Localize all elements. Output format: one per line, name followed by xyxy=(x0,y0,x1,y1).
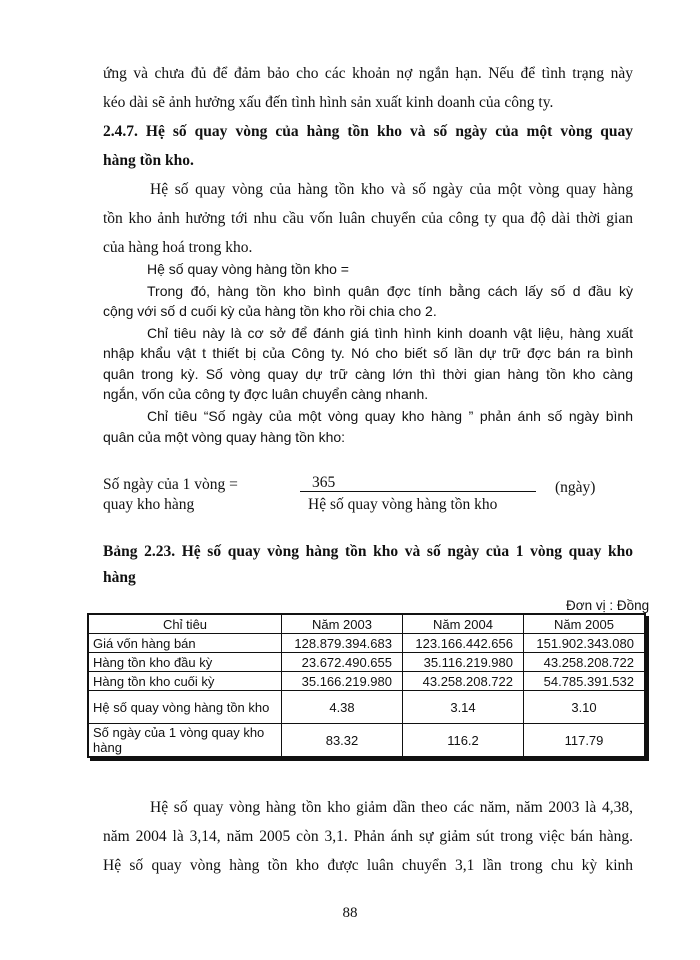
row-label: Hệ số quay vòng hàng tồn kho xyxy=(89,691,282,724)
table-row xyxy=(89,653,645,672)
paragraph3-line-3: quân trong kỳ. Số vòng quay dự trữ càng lớn thì thời gian hàng tồn kho càng xyxy=(103,366,633,382)
cell-2004: 3.14 xyxy=(403,691,524,724)
paragraph2-line-2: cộng với số d cuối kỳ của hàng tồn kho rồi chia cho 2. xyxy=(103,303,437,319)
cell-2003: 4.38 xyxy=(282,691,403,724)
paragraph3-line-2: nhập khẩu vật t thiết bị của Công ty. Nó cho biết số lần dự trữ đợc bán ra bình xyxy=(103,345,633,361)
cell-2005: 117.79 xyxy=(524,724,645,757)
section-heading-line-1: 2.4.7. Hệ số quay vòng của hàng tồn kho và số ngày của một vòng quay xyxy=(103,123,633,140)
paragraph3-line-1: Chỉ tiêu này là cơ sở để đánh giá tình hình kinh doanh vật liệu, hàng xuất xyxy=(147,325,633,341)
paragraph4-line-1: Chỉ tiêu “Số ngày của một vòng quay kho hàng ” phản ánh số ngày bình xyxy=(147,408,633,424)
paragraph3-line-4: ngắn, vốn của công ty đợc luân chuyển càng nhanh. xyxy=(103,386,429,402)
cell-2003: 23.672.490.655 xyxy=(282,653,403,672)
formula2-denominator: Hệ số quay vòng hàng tồn kho xyxy=(308,496,498,513)
table-caption-line-2: hàng xyxy=(103,569,136,586)
cell-2004: 123.166.442.656 xyxy=(403,634,524,653)
fraction-bar xyxy=(300,491,536,492)
table-row xyxy=(89,724,645,757)
table-unit: Đơn vị : Đồng xyxy=(566,598,650,613)
formula2-unit: (ngày) xyxy=(555,479,596,496)
intro-line-2: kéo dài sẽ ảnh hưởng xấu đến tình hình sản xuất kinh doanh của công ty. xyxy=(103,94,554,111)
conclusion-line-3: Hệ số quay vòng hàng tồn kho được luân chuyển 3,1 lần trong chu kỳ kinh xyxy=(103,857,633,874)
formula2-left-line-2: quay kho hàng xyxy=(103,496,195,513)
row-label: Số ngày của 1 vòng quay kho hàng xyxy=(89,724,282,757)
data-table xyxy=(87,613,646,758)
table-row xyxy=(89,672,645,691)
conclusion-line-1: Hệ số quay vòng hàng tồn kho giảm dần theo các năm, năm 2003 là 4,38, xyxy=(150,799,633,816)
table-row xyxy=(89,691,645,724)
conclusion-line-2: năm 2004 là 3,14, năm 2005 còn 3,1. Phản ánh sự giảm sút trong việc bán hàng. xyxy=(103,828,633,845)
paragraph1-line-3: của hàng hoá trong kho. xyxy=(103,239,253,256)
cell-2003: 128.879.394.683 xyxy=(282,634,403,653)
table-header-row xyxy=(89,615,645,634)
section-heading-line-2: hàng tồn kho. xyxy=(103,152,194,169)
paragraph1-line-2: tồn kho ảnh hưởng tới nhu cầu vốn luân chuyển của công ty qua độ dài thời gian xyxy=(103,210,633,227)
cell-2003: 35.166.219.980 xyxy=(282,672,403,691)
paragraph2-line-1: Trong đó, hàng tồn kho bình quân đợc tính bằng cách lấy số d đầu kỳ xyxy=(147,283,633,299)
header-indicator: Chỉ tiêu xyxy=(89,615,282,634)
header-2004: Năm 2004 xyxy=(403,615,524,634)
cell-2004: 116.2 xyxy=(403,724,524,757)
cell-2004: 43.258.208.722 xyxy=(403,672,524,691)
formula1-label: Hệ số quay vòng hàng tồn kho = xyxy=(147,261,349,277)
row-label: Hàng tồn kho cuối kỳ xyxy=(89,672,282,691)
cell-2005: 151.902.343.080 xyxy=(524,634,645,653)
header-2003: Năm 2003 xyxy=(282,615,403,634)
header-2005: Năm 2005 xyxy=(524,615,645,634)
cell-2003: 83.32 xyxy=(282,724,403,757)
cell-2004: 35.116.219.980 xyxy=(403,653,524,672)
row-label: Giá vốn hàng bán xyxy=(89,634,282,653)
table-caption-line-1: Bảng 2.23. Hệ số quay vòng hàng tồn kho và số ngày của 1 vòng quay kho xyxy=(103,543,633,560)
cell-2005: 54.785.391.532 xyxy=(524,672,645,691)
cell-2005: 43.258.208.722 xyxy=(524,653,645,672)
formula2-left-line-1: Số ngày của 1 vòng = xyxy=(103,476,238,493)
paragraph1-line-1: Hệ số quay vòng của hàng tồn kho và số ngày của một vòng quay hàng xyxy=(150,181,633,198)
row-label: Hàng tồn kho đầu kỳ xyxy=(89,653,282,672)
table-row xyxy=(89,634,645,653)
cell-2005: 3.10 xyxy=(524,691,645,724)
paragraph4-line-2: quân của một vòng quay hàng tồn kho: xyxy=(103,429,346,445)
formula2-numerator: 365 xyxy=(312,474,336,491)
intro-line-1: ứng và chưa đủ để đảm bảo cho các khoản nợ ngắn hạn. Nếu để tình trạng này xyxy=(103,65,633,82)
page-number: 88 xyxy=(342,905,358,921)
